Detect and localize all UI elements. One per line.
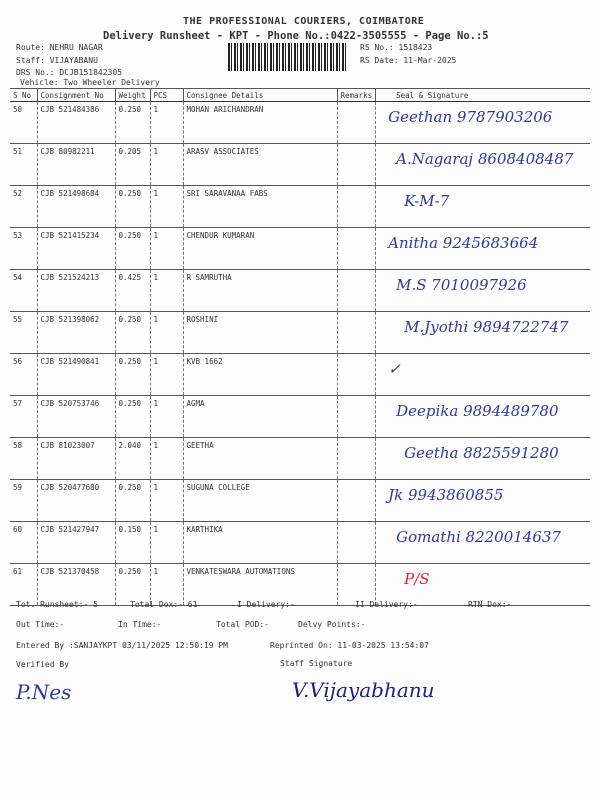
handwritten-signature: M.S 7010097926 bbox=[396, 276, 527, 294]
cell-pcs: 1 bbox=[150, 270, 183, 312]
reprinted-on: Reprinted On: 11-03-2025 13:54:07 bbox=[270, 641, 429, 650]
entered-by: Entered By :SANJAYKPT 03/11/2025 12:50:19 PM bbox=[16, 641, 228, 650]
cell-consignee-name: R SAMRUTHA bbox=[183, 270, 337, 312]
cell-consignment-no: CJB 81023007 bbox=[37, 438, 115, 480]
handwritten-signature: Geetha 8825591280 bbox=[404, 444, 559, 462]
cell-sno: 51 bbox=[10, 144, 37, 186]
cell-signature bbox=[376, 102, 590, 144]
cell-weight: 0.250 bbox=[115, 396, 150, 438]
cell-sno: 53 bbox=[10, 228, 37, 270]
cell-sno: 58 bbox=[10, 438, 37, 480]
out-time: Out Time:- bbox=[16, 620, 65, 629]
cell-signature bbox=[376, 186, 590, 228]
col-sno: S No bbox=[10, 89, 37, 102]
table-row bbox=[10, 144, 590, 186]
cell-remarks bbox=[337, 312, 376, 354]
col-pcs: PCS bbox=[150, 89, 183, 102]
handwritten-signature: Anitha 9245683664 bbox=[388, 234, 539, 252]
cell-sno: 50 bbox=[10, 102, 37, 144]
cell-pcs: 1 bbox=[150, 396, 183, 438]
cell-remarks bbox=[337, 144, 376, 186]
cell-pcs: 1 bbox=[150, 186, 183, 228]
cell-weight: 0.250 bbox=[115, 186, 150, 228]
cell-consignee-name: VENKATESWARA AUTOMATIONS bbox=[183, 564, 337, 606]
cell-consignment-no: CJB 521498684 bbox=[37, 186, 115, 228]
staff-signature-label: Staff Signature bbox=[280, 659, 353, 668]
barcode bbox=[228, 43, 346, 71]
verified-by: Verified By bbox=[16, 660, 69, 669]
cell-signature bbox=[376, 522, 590, 564]
cell-weight: 0.250 bbox=[115, 354, 150, 396]
cell-consignment-no: CJB 521490841 bbox=[37, 354, 115, 396]
cell-pcs: 1 bbox=[150, 564, 183, 606]
cell-sno: 56 bbox=[10, 354, 37, 396]
cell-sno: 52 bbox=[10, 186, 37, 228]
staff-signature: V.Vijayabhanu bbox=[292, 678, 435, 702]
table-row bbox=[10, 354, 590, 396]
cell-consignment-no: CJB 520753746 bbox=[37, 396, 115, 438]
verifier-signature: P.Nes bbox=[16, 680, 72, 704]
cell-remarks bbox=[337, 186, 376, 228]
cell-consignee-name: GEETHA bbox=[183, 438, 337, 480]
cell-weight: 0.425 bbox=[115, 270, 150, 312]
cell-sno: 61 bbox=[10, 564, 37, 606]
handwritten-signature: K-M-7 bbox=[404, 192, 450, 210]
cell-consignee-name: ARASV ASSOCIATES bbox=[183, 144, 337, 186]
delvy-points: Delvy Points:- bbox=[298, 620, 366, 629]
cell-consignee-name: KARTHIKA bbox=[183, 522, 337, 564]
cell-sno: 59 bbox=[10, 480, 37, 522]
col-consignment: Consignment No bbox=[37, 89, 115, 102]
col-signature: Seal & Signature bbox=[376, 89, 590, 102]
cell-signature bbox=[376, 144, 590, 186]
table-row bbox=[10, 102, 590, 144]
cell-consignee-name: MOHAN ARICHANDRAN bbox=[183, 102, 337, 144]
cell-weight: 0.150 bbox=[115, 522, 150, 564]
handwritten-signature: Deepika 9894489780 bbox=[396, 402, 559, 420]
cell-weight: 0.250 bbox=[115, 228, 150, 270]
cell-pcs: 1 bbox=[150, 354, 183, 396]
cell-remarks bbox=[337, 480, 376, 522]
cell-consignee-name: CHENDUR KUMARAN bbox=[183, 228, 337, 270]
cell-consignment-no: CJB 80982211 bbox=[37, 144, 115, 186]
cell-consignment-no: CJB 521524213 bbox=[37, 270, 115, 312]
handwritten-signature: P/S bbox=[404, 570, 430, 588]
rs-date: RS Date: 11-Mar-2025 bbox=[360, 56, 457, 65]
cell-signature bbox=[376, 480, 590, 522]
cell-weight: 0.250 bbox=[115, 102, 150, 144]
handwritten-signature: Gomathi 8220014637 bbox=[396, 528, 561, 546]
cell-weight: 0.250 bbox=[115, 480, 150, 522]
cell-signature bbox=[376, 228, 590, 270]
cell-remarks bbox=[337, 228, 376, 270]
cell-pcs: 1 bbox=[150, 102, 183, 144]
rtn-dox: RTN Dox:- bbox=[468, 600, 512, 609]
cell-consignee-name: SUGUNA COLLEGE bbox=[183, 480, 337, 522]
col-remarks: Remarks bbox=[337, 89, 376, 102]
col-weight: Weight bbox=[115, 89, 150, 102]
cell-remarks bbox=[337, 396, 376, 438]
cell-pcs: 1 bbox=[150, 438, 183, 480]
table-row bbox=[10, 228, 590, 270]
document-title: Delivery Runsheet - KPT - Phone No.:0422-3505555 - Page No.:5 bbox=[103, 30, 489, 42]
in-time: In Time:- bbox=[118, 620, 162, 629]
cell-weight: 0.250 bbox=[115, 564, 150, 606]
cell-remarks bbox=[337, 102, 376, 144]
handwritten-signature: Jk 9943860855 bbox=[388, 486, 504, 504]
cell-sno: 57 bbox=[10, 396, 37, 438]
cell-sno: 55 bbox=[10, 312, 37, 354]
ii-delivery: II Delivery:- bbox=[355, 600, 418, 609]
cell-consignee-name: SRI SARAVANAA FABS bbox=[183, 186, 337, 228]
cell-signature bbox=[376, 438, 590, 480]
cell-consignment-no: CJB 521427947 bbox=[37, 522, 115, 564]
table-row bbox=[10, 522, 590, 564]
cell-signature bbox=[376, 312, 590, 354]
table-row bbox=[10, 270, 590, 312]
cell-signature bbox=[376, 396, 590, 438]
cell-pcs: 1 bbox=[150, 480, 183, 522]
tot-runsheet: Tot. Runsheet:- 5 bbox=[16, 600, 98, 609]
i-delivery: I Delivery:- bbox=[237, 600, 295, 609]
table-row bbox=[10, 396, 590, 438]
handwritten-signature: Geethan 9787903206 bbox=[388, 108, 553, 126]
cell-pcs: 1 bbox=[150, 228, 183, 270]
table-row bbox=[10, 480, 590, 522]
cell-weight: 2.040 bbox=[115, 438, 150, 480]
route: Route: NEHRU NAGAR bbox=[16, 43, 103, 52]
cell-sno: 60 bbox=[10, 522, 37, 564]
cell-weight: 0.250 bbox=[115, 312, 150, 354]
col-consignee: Consignee Details bbox=[183, 89, 337, 102]
cell-sno: 54 bbox=[10, 270, 37, 312]
handwritten-signature: M.Jyothi 9894722747 bbox=[404, 318, 569, 336]
cell-weight: 0.205 bbox=[115, 144, 150, 186]
table-row bbox=[10, 312, 590, 354]
cell-consignment-no: CJB 521398062 bbox=[37, 312, 115, 354]
cell-consignee-name: KVB 1662 bbox=[183, 354, 337, 396]
cell-signature bbox=[376, 354, 590, 396]
drs-no: DRS No.: DCJB151842305 bbox=[16, 68, 122, 77]
total-pod: Total POD:- bbox=[216, 620, 269, 629]
delivery-table bbox=[10, 88, 590, 606]
cell-consignment-no: CJB 520477680 bbox=[37, 480, 115, 522]
cell-consignee-name: AGMA bbox=[183, 396, 337, 438]
company-name: THE PROFESSIONAL COURIERS, COIMBATORE bbox=[183, 16, 425, 27]
cell-pcs: 1 bbox=[150, 144, 183, 186]
cell-consignment-no: CJB 521370458 bbox=[37, 564, 115, 606]
handwritten-signature: ✓ bbox=[388, 360, 401, 378]
cell-remarks bbox=[337, 438, 376, 480]
cell-remarks bbox=[337, 522, 376, 564]
cell-signature bbox=[376, 270, 590, 312]
table-row bbox=[10, 438, 590, 480]
cell-consignment-no: CJB 521484386 bbox=[37, 102, 115, 144]
table-row bbox=[10, 186, 590, 228]
cell-pcs: 1 bbox=[150, 312, 183, 354]
cell-remarks bbox=[337, 270, 376, 312]
cell-pcs: 1 bbox=[150, 522, 183, 564]
vehicle: Vehicle: Two Wheeler Delivery bbox=[20, 78, 160, 87]
cell-remarks bbox=[337, 354, 376, 396]
cell-consignment-no: CJB 521415234 bbox=[37, 228, 115, 270]
cell-consignee-name: ROSHINI bbox=[183, 312, 337, 354]
rs-no: RS No.: 1518423 bbox=[360, 43, 433, 52]
staff: Staff: VIJAYABANU bbox=[16, 56, 98, 65]
total-dox: Total Dox:- 61 bbox=[130, 600, 198, 609]
handwritten-signature: A.Nagaraj 8608408487 bbox=[396, 150, 574, 168]
